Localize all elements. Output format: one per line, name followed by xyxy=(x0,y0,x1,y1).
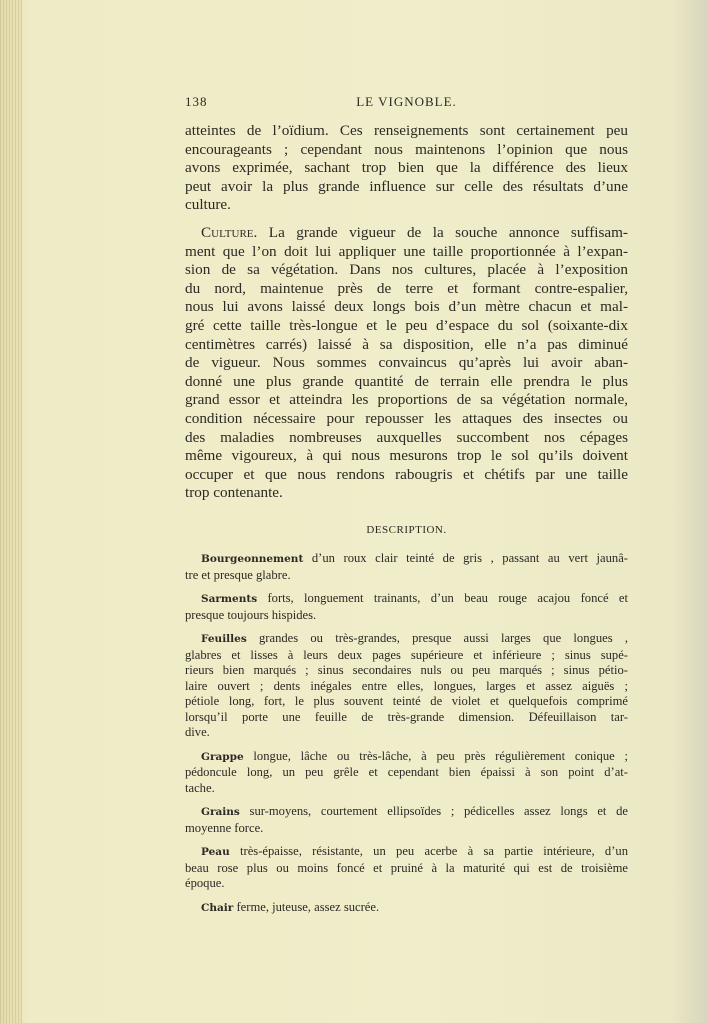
text-line: tache. xyxy=(185,780,215,795)
entry-term: Chair xyxy=(201,901,234,914)
text-line: donné une plus grande quantité de terrain elle prendra le plus xyxy=(185,372,628,390)
text-line: tre et presque glabre. xyxy=(185,567,291,582)
entry-term: Peau xyxy=(201,846,230,858)
text-line xyxy=(185,804,628,821)
text-line: rieurs bien marqués ; sinus secondaires nuls ou peu marqués ; sinus pétio- xyxy=(185,663,628,677)
text-line: du nord, maintenue près de terre et formant contre-espalier, xyxy=(185,279,628,297)
description-entry xyxy=(185,900,628,917)
text-line: gré cette taille très-longue et le peu d’espace du sol (soixante-dix xyxy=(185,316,628,334)
text-line xyxy=(185,749,628,766)
description-heading: DESCRIPTION. xyxy=(366,524,447,536)
text-line: centimètres carrés) laissé à sa disposition, elle n’a pas diminué xyxy=(185,335,628,353)
text-line: des maladies nombreuses auxquelles succombent nos cépages xyxy=(185,428,628,446)
paragraph-culture xyxy=(185,224,628,503)
text-line xyxy=(185,224,628,243)
text-line xyxy=(185,900,628,917)
text-line: époque. xyxy=(185,876,225,890)
description-list xyxy=(185,551,628,924)
entry-term: Bourgeonnement xyxy=(201,553,304,565)
text-run: La grande vigueur de la souche annonce suffisam- xyxy=(257,224,628,241)
text-line: sion de sa végétation. Dans nos cultures, placée à l’exposition xyxy=(185,261,628,279)
text-run: très-épaisse, résistante, un peu acerbe à sa partie intérieure, d’un xyxy=(229,844,628,858)
description-entry xyxy=(185,551,628,583)
section-lead: Culture. xyxy=(201,224,258,241)
text-line xyxy=(185,551,628,568)
text-line: peut avoir la plus grande influence sur celle des résultats d’une xyxy=(185,177,628,195)
page-stack-edge xyxy=(0,0,22,1023)
text-line xyxy=(185,631,628,648)
text-run: longue, lâche ou très-lâche, à peu près régulièrement conique ; xyxy=(243,748,628,763)
text-line: glabres et lisses à leurs deux pages supérieure et inférieure ; sinus supé- xyxy=(185,647,628,662)
entry-term: Grappe xyxy=(201,750,244,763)
text-line: lorsqu’il porte une feuille de très-grande dimension. Défeuillaison tar- xyxy=(185,709,628,724)
paragraph-1 xyxy=(185,122,628,215)
text-line: pétiole long, fort, le plus souvent teinté de violet et quelquefois comprimé xyxy=(185,694,628,708)
description-entry xyxy=(185,749,628,797)
description-entry xyxy=(185,804,628,836)
entry-term: Feuilles xyxy=(201,633,247,645)
entry-term: Grains xyxy=(201,806,240,818)
text-line xyxy=(185,844,628,861)
page-number: 138 xyxy=(185,94,208,109)
text-line: beau rose plus ou moins foncé et pruiné à la maturité qui est de troisième xyxy=(185,860,628,875)
text-run: forts, longuement trainants, d’un beau rouge acajou foncé et xyxy=(257,591,628,605)
text-line: encourageants ; cependant nous maintenons l’opinion que nous xyxy=(185,140,628,158)
text-line: moyenne force. xyxy=(185,820,264,835)
text-line: culture. xyxy=(185,196,231,214)
text-run: grandes ou très-grandes, presque aussi larges que longues , xyxy=(246,631,628,645)
running-title: LE VIGNOBLE. xyxy=(356,94,457,109)
text-line: avons exprimée, sachant trop bien que la différence des lieux xyxy=(185,159,628,177)
text-line: de vigueur. Nous sommes convaincus qu’après lui avoir aban- xyxy=(185,354,628,372)
text-line: presque toujours hispides. xyxy=(185,607,317,622)
text-line: trop contenante. xyxy=(185,484,283,502)
text-run: sur-moyens, courtement ellipsoïdes ; pédicelles assez longs et de xyxy=(239,804,628,818)
text-line xyxy=(185,591,628,608)
text-line: ment que l’on doit lui appliquer une taille proportionnée à l’expan- xyxy=(185,242,628,260)
description-entry xyxy=(185,844,628,892)
text-line: nous lui avons laissé deux longs bois d’un mètre chacun et mal- xyxy=(185,298,628,316)
text-run: d’un roux clair teinté de gris , passant au vert jaunâ- xyxy=(303,551,628,565)
text-line: laire ouvert ; dents inégales entre elles, longues, larges et assez aiguës ; xyxy=(185,678,628,693)
text-line: condition nécessaire pour repousser les attaques des insectes ou xyxy=(185,409,628,427)
description-entry xyxy=(185,631,628,741)
description-entry xyxy=(185,591,628,623)
text-run: ferme, juteuse, assez sucrée. xyxy=(233,899,380,914)
text-line: pédoncule long, un peu grêle et cependant bien épaissi à son point d’at- xyxy=(185,765,628,779)
text-line: même vigoureux, à qui nous mesurons trop le sol qu’ils doivent xyxy=(185,447,628,465)
text-line: grand essor et atteindra les proportions de sa végétation normale, xyxy=(185,391,628,409)
text-line: dive. xyxy=(185,725,210,739)
entry-term: Sarments xyxy=(201,593,258,605)
text-line: atteintes de l’oïdium. Ces renseignements sont certainement peu xyxy=(185,122,628,139)
text-line: occuper et que nous rendons rabougris et chétifs par une taille xyxy=(185,465,628,483)
